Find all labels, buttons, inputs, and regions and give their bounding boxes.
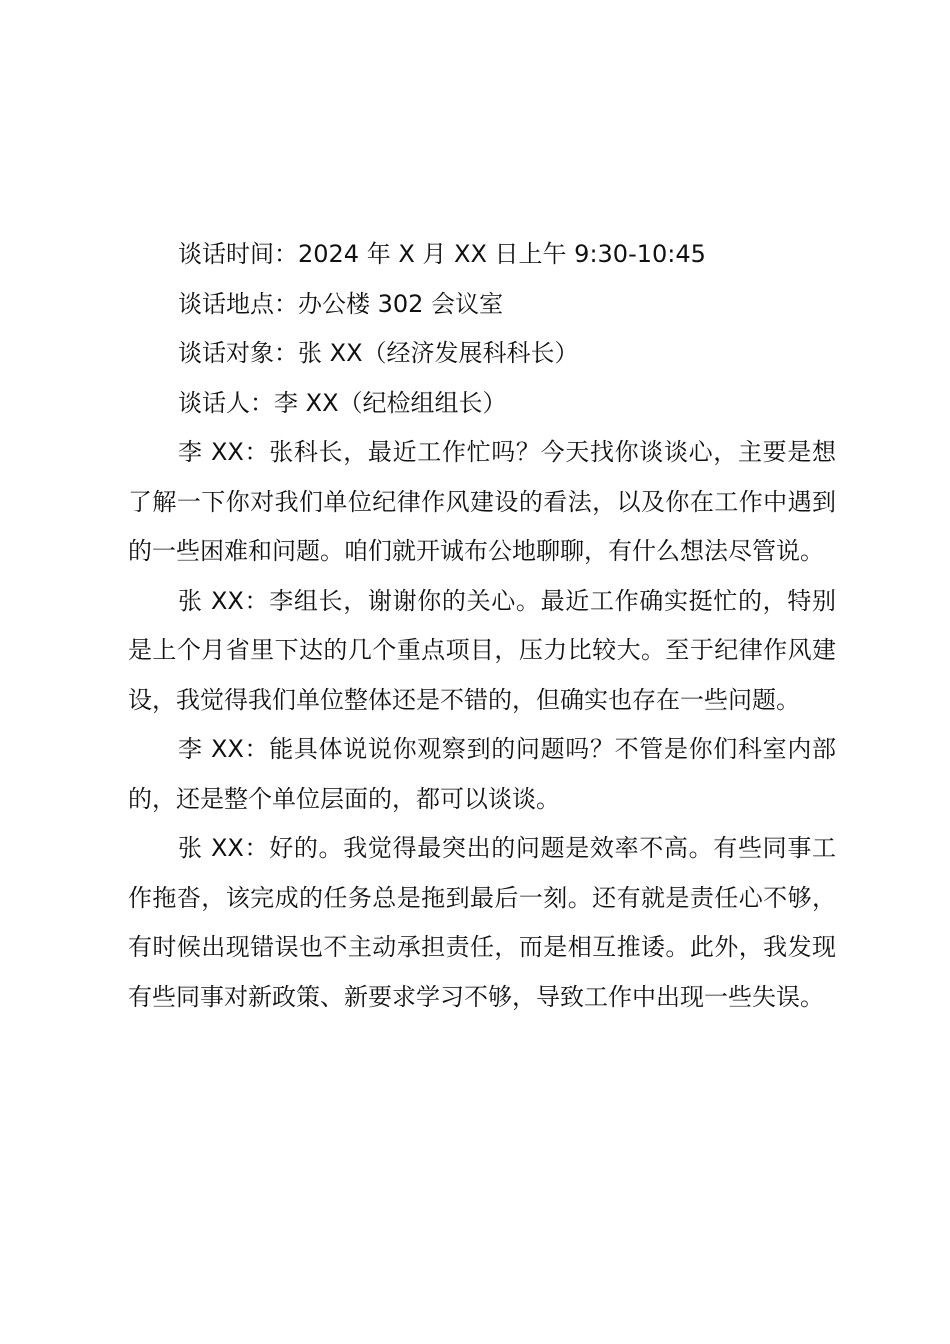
dialogue-paragraph: 李 XX：能具体说说你观察到的问题吗？不管是你们科室内部的，还是整个单位层面的，都可以谈谈。 (128, 735, 836, 813)
dialogue-paragraph: 张 XX：李组长，谢谢你的关心。最近工作确实挺忙的，特别是上个月省里下达的几个重点项目，压力比较大。至于纪律作风建设，我觉得我们单位整体还是不错的，但确实也存在一些问题。 (128, 586, 836, 714)
dialogue-paragraph: 李 XX：张科长，最近工作忙吗？今天找你谈谈心，主要是想了解一下你对我们单位纪律作风建设的看法，以及你在工作中遇到的一些困难和问题。咱们就开诚布公地聊聊，有什么想法尽管说。 (128, 438, 836, 565)
meta-time: 谈话时间：2024 年 X 月 XX 日上午 9:30-10:45 (178, 240, 706, 268)
dialogue-paragraph: 张 XX：好的。我觉得最突出的问题是效率不高。有些同事工作拖沓，该完成的任务总是拖到最后一刻。还有就是责任心不够，有时候出现错误也不主动承担责任，而是相互推诿。此外，我发现有些同事对新政策、新要求学习不够，导致工作中出现一些失误。 (128, 834, 836, 1011)
meta-interviewer: 谈话人：李 XX（纪检组组长） (178, 388, 507, 417)
meta-location: 谈话地点：办公楼 302 会议室 (178, 289, 504, 318)
document-body (128, 230, 836, 1022)
meta-subject: 谈话对象：张 XX（经济发展科科长） (178, 339, 579, 367)
